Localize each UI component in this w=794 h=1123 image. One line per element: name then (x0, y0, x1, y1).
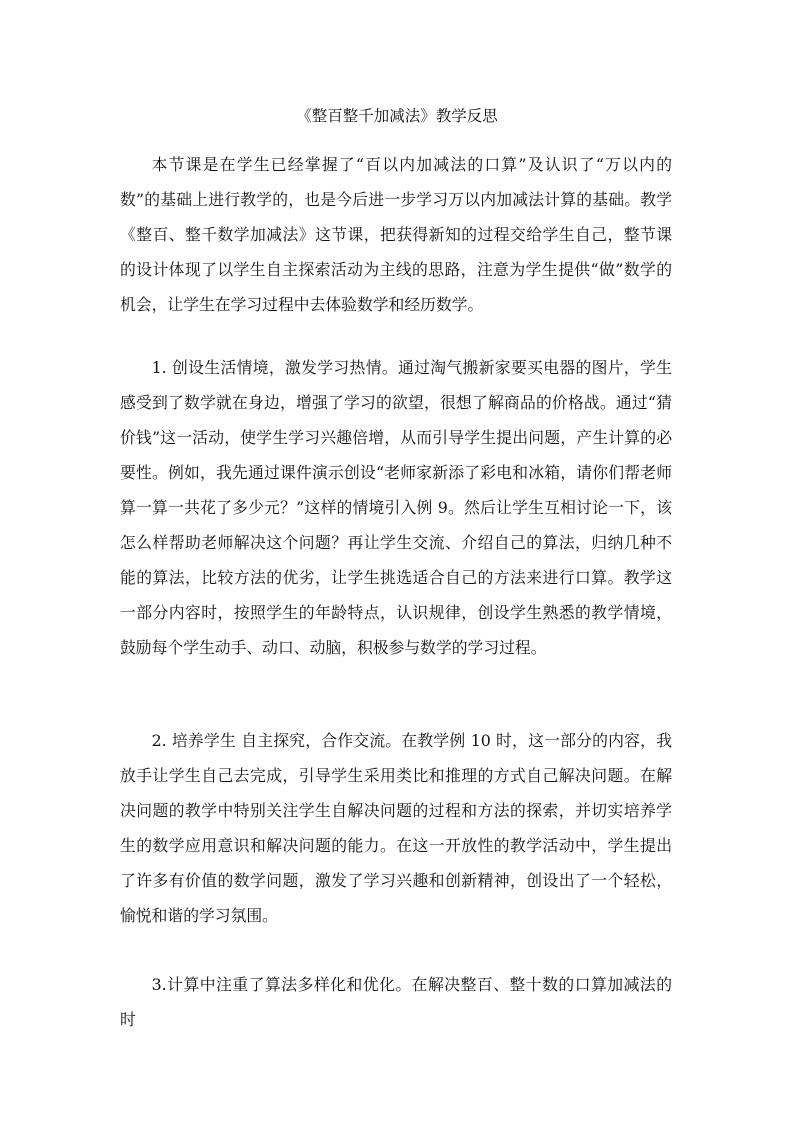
paragraph-point-3: 3.计算中注重了算法多样化和优化。在解决整百、整十数的口算加减法的时 (120, 975, 672, 1029)
paragraph-intro: 本节课是在学生已经掌握了“百以内加减法的口算”及认识了“万以内的数”的基础上进行教学的，也是今后进一步学习万以内加减法计算的基础。教学《整百、整千数学加减法》这节课，把获得新知的过程交给学生自己，整节课的设计体现了以学生自主探索活动为主线的思路，注意为学生提供“做”数学的机会，让学生在学习过程中去体验数学和经历数学。 (120, 155, 672, 314)
document-title: 《整百整千加减法》教学反思 (296, 107, 498, 125)
paragraph-point-1: 1. 创设生活情境，激发学习热情。通过淘气搬新家要买电器的图片，学生感受到了数学就在身边，增强了学习的欲望，很想了解商品的价格战。通过“猜价钱”这一活动，使学生学习兴趣倍增，从而引导学生提出问题，产生计算的必要性。例如，我先通过课件演示创设“老师家新添了彩电和冰箱，请你们帮老师算一算一共花了多少元？”这样的情境引入例 9。然后让学生互相讨论一下，该怎么样帮助老师解决这个问题？再让学生交流、介绍自己的算法，归纳几种不能的算法，比较方法的优劣，让学生挑选适合自己的方法来进行口算。教学这一部分内容时，按照学生的年龄特点，认识规律，创设学生熟悉的教学情境，鼓励每个学生动手、动口、动脑，积极参与数学的学习过程。 (120, 358, 672, 657)
paragraph-point-2: 2. 培养学生 自主探究，合作交流。在教学例 10 时，这一部分的内容，我放手让学生自己去完成，引导学生采用类比和推理的方式自己解决问题。在解决问题的教学中特别关注学生自解决问题的过程和方法的探索，并切实培养学生的数学应用意识和解决问题的能力。在这一开放性的教学活动中，学生提出了许多有价值的数学问题，激发了学习兴趣和创新精神，创设出了一个轻松，愉悦和谐的学习氛围。 (120, 731, 672, 925)
